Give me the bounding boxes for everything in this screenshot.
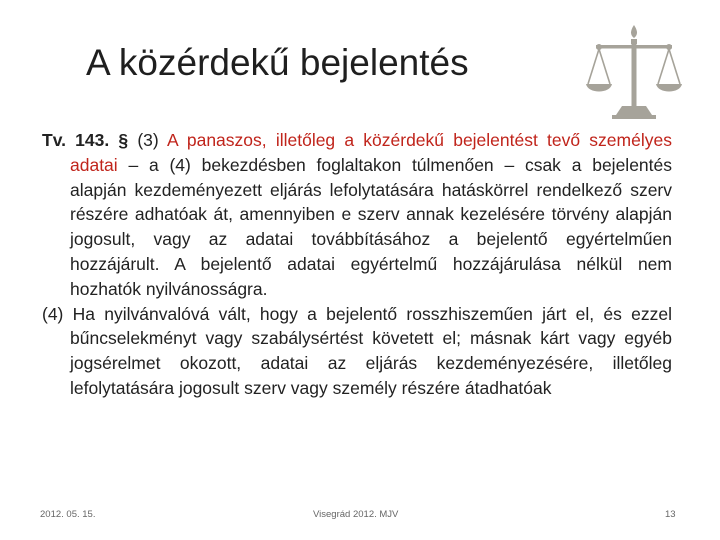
slide-body [42, 128, 672, 401]
footer-date: 2012. 05. 15. [40, 509, 96, 520]
paragraph-4: (4) Ha nyilvánvalóvá vált, hogy a bejelentő rosszhiszeműen járt el, és ezzel bűncselekményt vagy szabálysértést követett el; másnak kárt vagy egyéb jogsérelmet okozott, adatai az eljárás kezdeményezésére, illetőleg lefolytatására jogosult szerv vagy személy részére átadhatóak [42, 303, 672, 398]
scales-of-justice-icon [586, 22, 682, 122]
law-reference: Tv. 143. § [42, 130, 129, 150]
paragraph-3 [42, 128, 672, 302]
highlighted-text: A panaszos, illetőleg a közérdekű bejelentést tevő személyes adatai [70, 130, 672, 175]
slide-title: A közérdekű bejelentés [86, 42, 469, 83]
paragraph-number: (3) [137, 130, 159, 150]
footer-event: Visegrád 2012. MJV [313, 509, 399, 520]
paragraph-text: – a (4) bekezdésben foglaltakon túlmenően – csak a bejelentés alapján kezdeményezett eljárás lefolytatására hatáskörrel rendelkező szerv részére adhatóak át, amennyiben e szerv annak kezelésére törvény alapján jogosult, vagy az adatai továbbításához a bejelentő egyértelműen hozzájárult. A bejelentő adatai egyértelmű hozzájárulása nélkül nem hozhatók nyilvánosságra. [70, 154, 672, 299]
page-number: 13 [665, 509, 676, 520]
